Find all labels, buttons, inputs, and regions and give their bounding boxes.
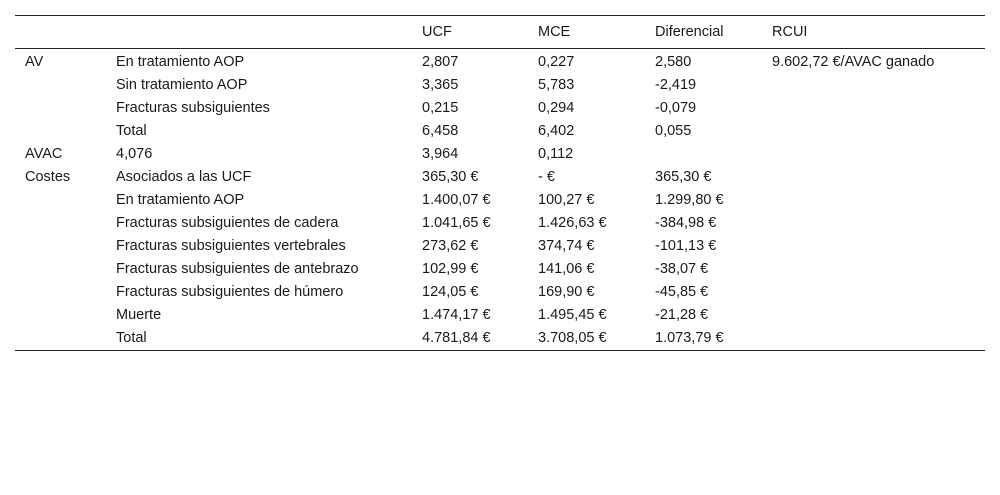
cell-diferencial: 365,30 € <box>655 169 712 185</box>
cell-ucf: 1.474,17 € <box>422 307 491 323</box>
cell-mce: 374,74 € <box>538 238 595 254</box>
cell-mce: 6,402 <box>538 123 575 139</box>
cell-item: Sin tratamiento AOP <box>116 77 248 93</box>
table-row <box>15 257 985 280</box>
cell-group: AV <box>25 54 44 70</box>
cell-mce: 1.495,45 € <box>538 307 607 323</box>
cell-ucf: 365,30 € <box>422 169 479 185</box>
header-group <box>15 16 106 49</box>
cost-utility-table-container <box>15 15 985 351</box>
cell-diferencial: 1.299,80 € <box>655 192 724 208</box>
cell-mce: - € <box>538 169 555 185</box>
header-item <box>106 16 412 49</box>
table-body <box>15 49 985 351</box>
cell-group <box>15 188 106 211</box>
cell-group <box>15 119 106 142</box>
cell-ucf: 2,807 <box>422 54 459 70</box>
cell-mce: 0,227 <box>538 54 575 70</box>
cell-ucf: 4.781,84 € <box>412 326 528 351</box>
cell-item: Muerte <box>116 307 162 323</box>
cell-mce: 5,783 <box>538 77 575 93</box>
cell-diferencial: -384,98 € <box>655 215 717 231</box>
cell-item: En tratamiento AOP <box>116 192 245 208</box>
cell-rcui <box>762 303 985 326</box>
cell-diferencial: -21,28 € <box>655 307 709 323</box>
cell-rcui <box>762 280 985 303</box>
cell-item: Fracturas subsiguientes de cadera <box>116 215 339 231</box>
cell-ucf: 124,05 € <box>422 284 479 300</box>
cell-ucf: 273,62 € <box>422 238 479 254</box>
cell-rcui <box>762 326 985 351</box>
cell-mce: 141,06 € <box>538 261 595 277</box>
cell-rcui <box>762 73 985 96</box>
table-row <box>15 326 985 351</box>
cell-ucf: 102,99 € <box>422 261 479 277</box>
cell-mce: 100,27 € <box>538 192 595 208</box>
cell-rcui <box>762 165 985 188</box>
cell-rcui <box>762 211 985 234</box>
cell-rcui <box>762 96 985 119</box>
cell-group <box>15 234 106 257</box>
cell-rcui: 9.602,72 €/AVAC ganado <box>772 54 935 70</box>
cell-rcui <box>762 234 985 257</box>
header-rcui: RCUI <box>762 16 985 49</box>
cell-diferencial: -2,419 <box>655 77 697 93</box>
cell-ucf: 3,964 <box>422 146 459 162</box>
cell-ucf: 1.400,07 € <box>422 192 491 208</box>
table-header <box>15 16 985 49</box>
cell-item: En tratamiento AOP <box>116 54 245 70</box>
cell-ucf: 0,215 <box>422 100 459 116</box>
header-diferencial: Diferencial <box>645 16 762 49</box>
cell-ucf: 3,365 <box>422 77 459 93</box>
cell-diferencial: 0,055 <box>655 123 692 139</box>
table-row <box>15 165 985 188</box>
header-mce: MCE <box>528 16 645 49</box>
cell-diferencial: -45,85 € <box>655 284 709 300</box>
cell-item: Fracturas subsiguientes de húmero <box>116 284 344 300</box>
cell-item: Total <box>106 326 412 351</box>
table-row <box>15 49 985 74</box>
table-row <box>15 280 985 303</box>
table-row <box>15 96 985 119</box>
cell-group <box>15 303 106 326</box>
header-row <box>15 16 985 49</box>
table-row <box>15 142 985 165</box>
cell-ucf: 6,458 <box>422 123 459 139</box>
table-row <box>15 188 985 211</box>
cell-item: Asociados a las UCF <box>116 169 252 185</box>
cell-item: Fracturas subsiguientes <box>116 100 270 116</box>
cell-group: AVAC <box>25 146 63 162</box>
cell-diferencial: 1.073,79 € <box>645 326 762 351</box>
cell-item: Total <box>116 123 147 139</box>
cell-rcui <box>762 119 985 142</box>
cell-mce: 169,90 € <box>538 284 595 300</box>
cell-mce: 3.708,05 € <box>528 326 645 351</box>
cell-rcui <box>762 188 985 211</box>
cell-group <box>15 96 106 119</box>
cell-mce: 1.426,63 € <box>538 215 607 231</box>
table-row <box>15 234 985 257</box>
cell-item: Fracturas subsiguientes vertebrales <box>116 238 346 254</box>
cell-group: Costes <box>25 169 71 185</box>
table-row <box>15 119 985 142</box>
cell-group <box>15 326 106 351</box>
cell-diferencial: -101,13 € <box>655 238 717 254</box>
cell-diferencial: 2,580 <box>655 54 692 70</box>
cell-group <box>15 257 106 280</box>
cell-mce: 0,112 <box>538 146 574 162</box>
cell-group <box>15 211 106 234</box>
cell-rcui <box>762 142 985 165</box>
cell-rcui <box>762 257 985 280</box>
cell-group <box>15 73 106 96</box>
cost-utility-table <box>15 15 985 351</box>
cell-item: Fracturas subsiguientes de antebrazo <box>116 261 359 277</box>
cell-item: 4,076 <box>116 146 153 162</box>
cell-ucf: 1.041,65 € <box>422 215 491 231</box>
cell-mce: 0,294 <box>538 100 575 116</box>
cell-group <box>15 280 106 303</box>
cell-diferencial: -38,07 € <box>655 261 709 277</box>
cell-diferencial <box>645 142 762 165</box>
table-row <box>15 73 985 96</box>
cell-diferencial: -0,079 <box>655 100 697 116</box>
table-row <box>15 211 985 234</box>
table-row <box>15 303 985 326</box>
header-ucf: UCF <box>412 16 528 49</box>
